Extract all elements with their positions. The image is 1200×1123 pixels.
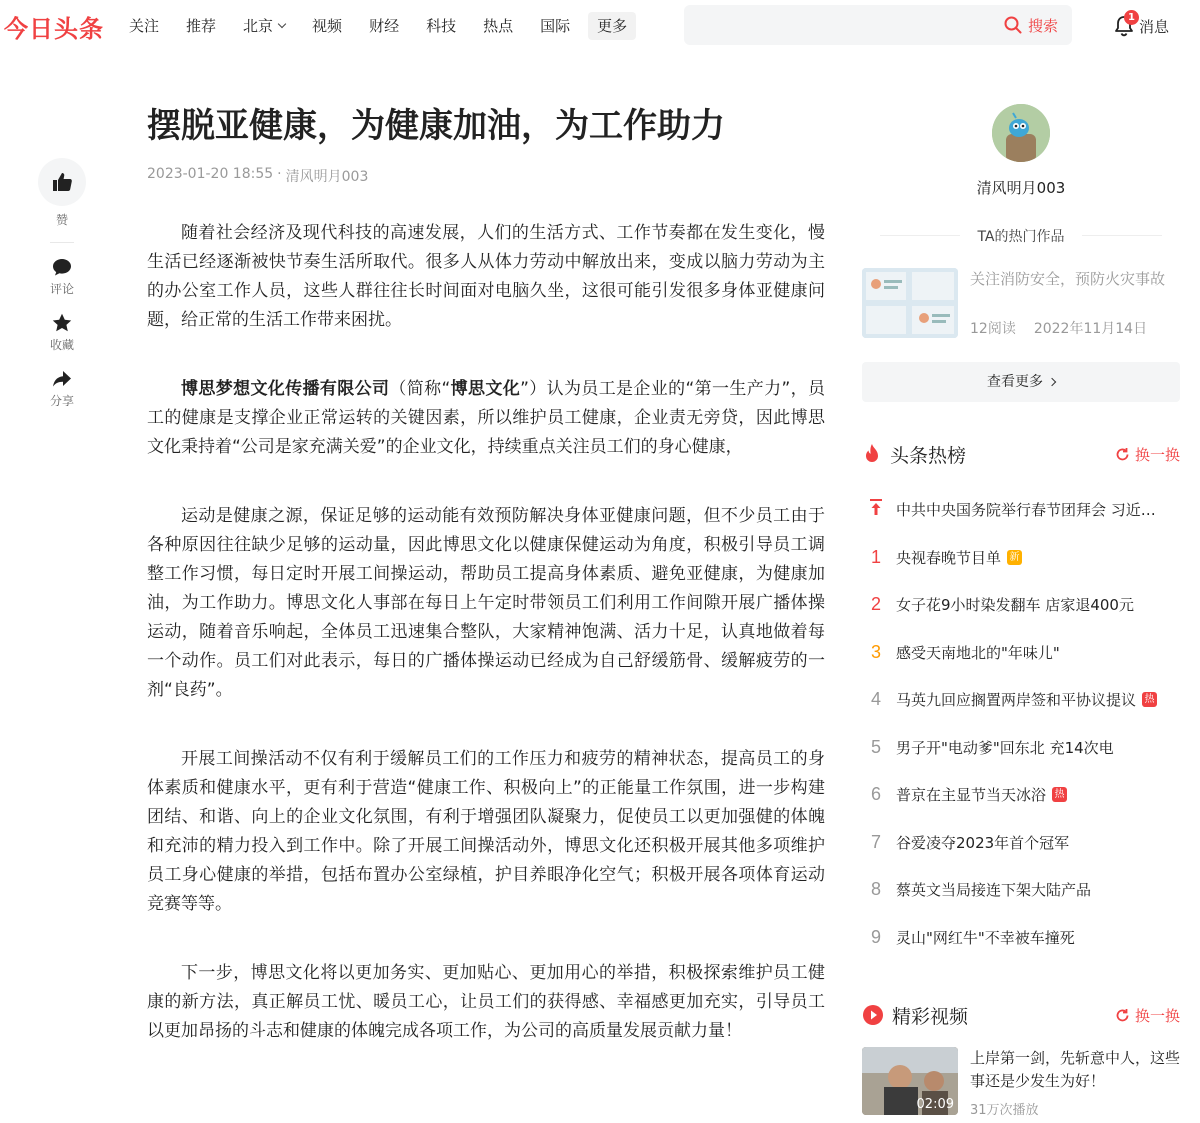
nav-item-hot[interactable]: 热点	[483, 17, 514, 35]
hot-list-item-title: 蔡英文当局接连下架大陆产品	[896, 881, 1092, 900]
right-sidebar	[862, 100, 1180, 1118]
hot-list-panel	[862, 440, 1180, 961]
hot-list-item-title: 女子花9小时染发翻车 店家退400元	[896, 596, 1134, 615]
video-info	[970, 1047, 1180, 1118]
like-label: 赞	[55, 213, 68, 227]
hot-tag-badge: 热	[1142, 692, 1157, 707]
favorite-button[interactable]	[38, 311, 86, 353]
video-refresh-label: 换一换	[1134, 1006, 1180, 1025]
nav-item-follow[interactable]: 关注	[129, 17, 160, 35]
article-author-link[interactable]: 清风明月003	[285, 169, 369, 185]
hot-list-item-title: 男子开"电动爹"回东北 充14次电	[896, 738, 1114, 757]
hot-list-item-title: 马英九回应搁置两岸签和平协议提议	[896, 691, 1137, 710]
hot-list-item-rank: 4	[870, 689, 881, 710]
hot-list-item-rank: 2	[870, 594, 881, 615]
hot-list-item-pinned[interactable]	[862, 486, 1180, 534]
star-icon	[50, 311, 74, 335]
refresh-icon	[1115, 1008, 1130, 1023]
author-name[interactable]: 清风明月003	[976, 179, 1066, 197]
hot-list-item-title: 央视春晚节目单	[896, 548, 1002, 567]
search-button[interactable]	[1004, 15, 1058, 35]
nav-item-finance[interactable]: 财经	[369, 17, 400, 35]
hot-list-item-rank: 8	[870, 879, 881, 900]
hot-list-item-rank: 9	[870, 926, 881, 947]
hot-work-thumbnail	[862, 268, 958, 338]
paragraph-5: 下一步，博思文化将以更加务实、更加贴心、更加用心的举措，积极探索维护员工健康的新方法，真正解员工忧、暖员工心，让员工们的获得感、幸福感更加充实，引导员工以更加昂扬的斗志和健康的体魄完成各项工作，为公司的高质量发展贡献力量！	[147, 963, 825, 1041]
hot-list-item-title: 感受天南地北的"年味儿"	[896, 643, 1060, 662]
hot-list-item-title: 中共中央国务院举行春节团拜会 习近…	[896, 501, 1156, 520]
play-icon	[862, 1004, 884, 1026]
share-icon	[50, 367, 74, 391]
share-button[interactable]	[38, 367, 86, 409]
channel-nav	[120, 12, 645, 40]
video-panel-title: 精彩视频	[892, 1005, 969, 1028]
hot-list-item-title: 普京在主显节当天冰浴	[896, 786, 1047, 805]
chevron-down-icon	[278, 20, 286, 28]
video-views: 31万次播放	[970, 1103, 1039, 1118]
company-short-name: 博思文化	[450, 379, 521, 399]
article-body	[147, 219, 825, 1046]
hot-work-title: 关注消防安全，预防火灾事故	[970, 270, 1166, 288]
hot-list-item[interactable]	[862, 819, 1180, 867]
hot-list-title: 头条热榜	[890, 444, 967, 467]
paragraph-2-part-b: ”）认为员工是企业的“第一生产力”，员工的健康是支撑企业正常运转的关键因素，所以维护员工健康，企业责无旁贷，因此博思文化秉持着“公司是家充满关爱”的企业文化，持续重点关注员工们的身心健康，	[147, 379, 826, 457]
article-title: 摆脱亚健康，为健康加油，为工作助力	[147, 106, 725, 146]
hot-work-item[interactable]	[862, 268, 1180, 340]
fire-icon	[862, 443, 882, 465]
video-panel-header	[862, 1001, 1180, 1029]
messages-button[interactable]	[1112, 12, 1169, 40]
bell-icon	[1112, 14, 1136, 38]
paragraph-2-part-a: （简称“	[389, 379, 451, 399]
hot-list-item[interactable]	[862, 581, 1180, 629]
messages-label: 消息	[1139, 17, 1170, 36]
nav-item-recommend[interactable]: 推荐	[186, 17, 217, 35]
rail-divider	[50, 242, 74, 243]
publish-date: 2023-01-20 18:55	[147, 166, 274, 182]
hot-list-refresh-button[interactable]	[1115, 444, 1180, 465]
hot-list	[862, 486, 1180, 961]
video-thumbnail	[862, 1047, 958, 1115]
hot-list-item-title: 谷爱凌夺2023年首个冠军	[896, 833, 1070, 852]
search-box	[684, 5, 1072, 45]
company-name: 博思梦想文化传播有限公司	[181, 379, 390, 399]
search-icon	[1004, 16, 1022, 34]
search-button-label: 搜索	[1027, 16, 1058, 35]
nav-item-city[interactable]	[234, 12, 294, 40]
hot-work-date: 2022年11月14日	[1033, 321, 1148, 337]
hot-list-refresh-label: 换一换	[1134, 445, 1180, 464]
paragraph-2	[147, 375, 825, 462]
paragraph-4: 开展工间操活动不仅有利于缓解员工们的工作压力和疲劳的精神状态，提高员工的身体素质和健康水平，更有利于营造“健康工作、积极向上”的正能量工作氛围，进一步构建团结、和谐、向上的企业文化氛围，有利于增强团队凝聚力，促使员工以更加强健的体魄和充沛的精力投入到工作中。除了开展工间操活动外，博思文化还积极开展其他多项维护员工身心健康的举措，包括布置办公室绿植，护目养眼净化空气；积极开展各项体育运动竞赛等等。	[147, 749, 825, 914]
hot-list-item-rank: 3	[870, 641, 881, 662]
new-tag-badge: 新	[1007, 550, 1022, 565]
see-more-button[interactable]	[862, 362, 1180, 402]
author-card	[862, 104, 1180, 198]
top-nav-bar	[0, 0, 1200, 52]
hot-work-stats	[970, 318, 1165, 338]
nav-item-more[interactable]: 更多	[588, 12, 636, 40]
nav-item-tech[interactable]: 科技	[426, 17, 457, 35]
comment-icon	[50, 255, 74, 279]
hot-list-item[interactable]	[862, 724, 1180, 772]
nav-item-city-label: 北京	[243, 17, 274, 35]
video-title: 上岸第一剑，先斩意中人，这些事还是少发生为好！	[970, 1049, 1181, 1090]
paragraph-3: 运动是健康之源，保证足够的运动能有效预防解决身体亚健康问题，但不少员工由于各种原因往往缺少足够的运动量，因此博思文化以健康保健运动为角度，积极引导员工调整工作习惯，每日定时开展工间操运动，帮助员工提高身体素质、避免亚健康，为健康加油，为工作助力。博思文化人事部在每日上午定时带领员工们利用工作间隙开展广播体操运动，随着音乐响起，全体员工迅速集合整队，大家精神饱满、活力十足，认真地做着每一个动作。员工们对此表示，每日的广播体操运动已经成为自己舒缓筋骨、缓解疲劳的一剂“良药”。	[147, 506, 825, 700]
favorite-label: 收藏	[49, 338, 74, 352]
refresh-icon	[1115, 447, 1130, 462]
paragraph-1: 随着社会经济及现代科技的高速发展，人们的生活方式、工作节奏都在发生变化，慢生活已经逐渐被快节奏生活所取代。很多人从体力劳动中解放出来，变成以脑力劳动为主的办公室工作人员，这些人群往往长时间面对电脑久坐，这很可能引发很多身体亚健康问题，给正常的生活工作带来困扰。	[147, 223, 825, 330]
author-avatar[interactable]	[992, 104, 1050, 162]
hot-list-title-group	[862, 441, 966, 468]
search-input[interactable]	[696, 13, 986, 37]
hot-list-item[interactable]	[862, 771, 1180, 819]
video-card[interactable]	[862, 1047, 1180, 1118]
nav-item-video[interactable]: 视频	[312, 17, 343, 35]
hot-work-info	[970, 268, 1165, 340]
hot-work-reads: 12阅读	[970, 321, 1016, 337]
site-logo[interactable]: 今日头条	[4, 15, 104, 43]
video-panel	[862, 1001, 1180, 1118]
hot-list-item-rank: 1	[870, 546, 881, 567]
hot-list-header	[862, 440, 1180, 468]
like-button[interactable]	[38, 158, 86, 206]
chevron-right-icon	[1048, 378, 1056, 386]
hot-list-item-rank: 6	[870, 784, 881, 805]
article-meta	[147, 166, 825, 186]
hot-list-item-title: 灵山"网红牛"不幸被车撞死	[896, 928, 1075, 947]
hot-list-item-rank: 7	[870, 831, 881, 852]
comment-label: 评论	[49, 282, 74, 296]
video-duration: 02:09	[916, 1097, 954, 1112]
video-panel-title-group	[862, 1002, 968, 1029]
comment-button[interactable]	[38, 255, 86, 297]
hot-list-item[interactable]	[862, 914, 1180, 962]
hot-list-item[interactable]	[862, 866, 1180, 914]
hot-tag-badge: 热	[1052, 787, 1067, 802]
meta-separator: ·	[277, 166, 282, 182]
hot-works-heading: TA的热门作品	[862, 226, 1180, 246]
nav-item-international[interactable]: 国际	[540, 17, 571, 35]
message-count-badge: 1	[1124, 10, 1139, 25]
hot-list-item[interactable]	[862, 629, 1180, 677]
video-refresh-button[interactable]	[1115, 1005, 1180, 1026]
action-rail	[38, 158, 86, 423]
hot-list-item-rank: 5	[870, 736, 881, 757]
share-label: 分享	[49, 394, 74, 408]
pin-top-icon	[864, 498, 888, 521]
hot-list-item[interactable]	[862, 534, 1180, 582]
article	[147, 100, 825, 1086]
hot-list-item[interactable]	[862, 676, 1180, 724]
see-more-label: 查看更多	[987, 374, 1043, 390]
thumb-up-icon	[51, 171, 73, 193]
